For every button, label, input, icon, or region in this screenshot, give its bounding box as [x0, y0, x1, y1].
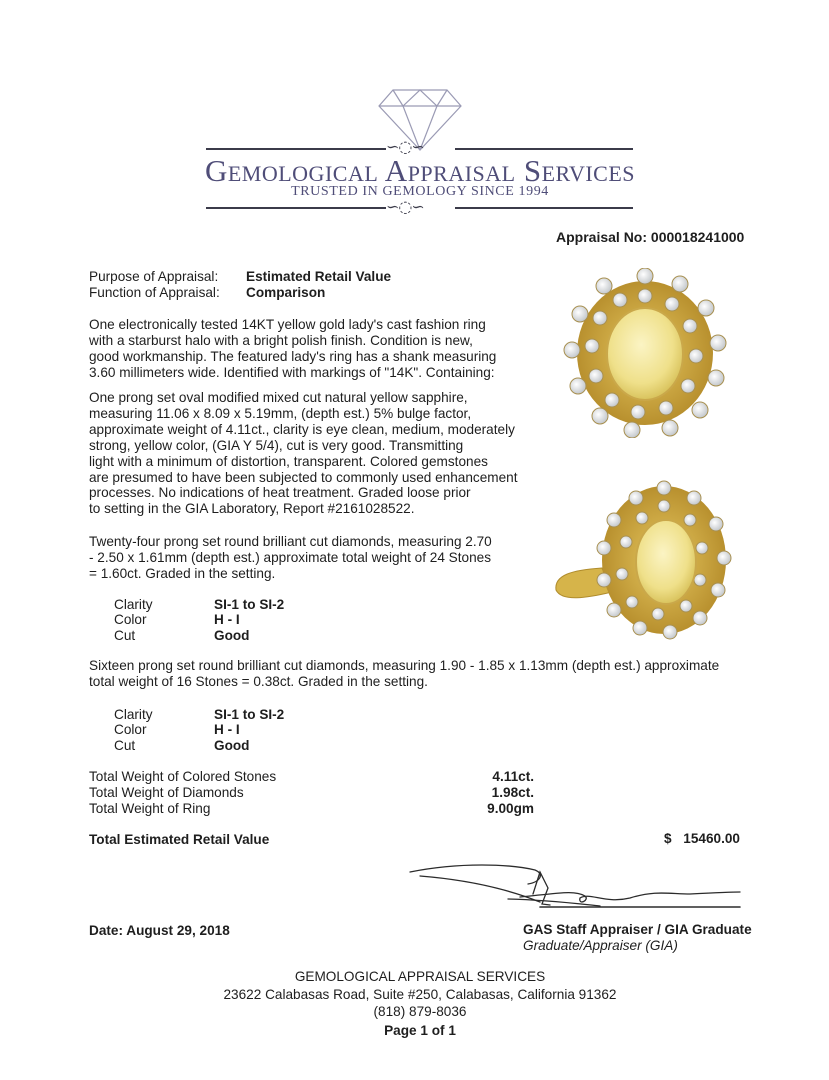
ring-top-view-photo — [560, 268, 730, 438]
footer-phone: (818) 879-8036 — [373, 1004, 467, 1019]
function-label: Function of Appraisal: — [89, 285, 220, 300]
diamonds-16-description: Sixteen prong set round brilliant cut diamonds, measuring 1.90 - 1.85 x 1.13mm (depth est.) approximate total weight of 16 Stones = 0.38ct. Graded in the setting. — [89, 658, 720, 689]
appraisal-number: Appraisal No: 000018241000 — [556, 229, 745, 245]
grade-value: H - I — [214, 722, 240, 737]
ring-description: One electronically tested 14KT yellow gold lady's cast fashion ring with a starburst halo with a bright polish finish. Condition is new, good workmanship. The featured lady's ring has a shank measuring 3.60 millimeters wide. Identified with markings of "14K". Containing: — [89, 317, 497, 380]
grade-label: Clarity — [114, 597, 153, 612]
retail-value-amount: 15460.00 — [683, 831, 740, 846]
appraiser-title: GAS Staff Appraiser / GIA Graduate — [523, 922, 752, 937]
appraiser-signature — [400, 860, 745, 920]
function-value: Comparison — [246, 285, 326, 300]
grade-label: Cut — [114, 738, 136, 753]
grade-label: Clarity — [114, 707, 153, 722]
footer-address: 23622 Calabasas Road, Suite #250, Calabasas, California 91362 — [223, 986, 617, 1002]
retail-value-currency: $ — [664, 831, 672, 846]
header-top-rule-left — [206, 148, 386, 150]
scroll-ornament-icon: ∽◌∽ — [386, 137, 424, 156]
footer-company: GEMOLOGICAL APPRAISAL SERVICES — [294, 969, 546, 984]
grade-value: SI-1 to SI-2 — [214, 597, 285, 612]
appraisal-date: Date: August 29, 2018 — [89, 923, 230, 938]
header-top-rule-right — [455, 148, 633, 150]
grade-label: Cut — [114, 628, 136, 643]
company-name: Gemological Appraisal Services — [204, 153, 636, 188]
grade-value: H - I — [214, 612, 240, 627]
total-label: Total Weight of Diamonds — [89, 785, 244, 800]
grade-value: Good — [214, 738, 250, 753]
company-tagline: TRUSTED IN GEMOLOGY SINCE 1994 — [291, 184, 549, 199]
total-label: Total Weight of Ring — [89, 801, 211, 816]
total-value: 1.98ct. — [491, 785, 534, 800]
footer-page-number: Page 1 of 1 — [384, 1022, 456, 1038]
grade-label: Color — [114, 612, 147, 627]
footer — [200, 968, 640, 1039]
total-value: 9.00gm — [487, 801, 534, 816]
appraiser-subtitle: Graduate/Appraiser (GIA) — [523, 938, 678, 953]
sapphire-description: One prong set oval modified mixed cut natural yellow sapphire, measuring 11.06 x 8.09 x 5.19mm, (depth est.) 5% bulge factor, approximate weight of 4.11ct., clarity is eye clean, medium, moderately strong, yellow color, (GIA Y 5/4), cut is very good. Transmitting light with a minimum of distortion, transparent. Colored gemstones are presumed to have been subjected to commonly used enhancement processes. No indications of heat treatment. Graded loose prior to setting in the GIA Laboratory, Report #2161028522. — [89, 390, 518, 517]
grade-value: SI-1 to SI-2 — [214, 707, 285, 722]
purpose-label: Purpose of Appraisal: — [89, 269, 219, 284]
scroll-ornament-icon: ∽◌∽ — [386, 197, 424, 216]
total-label: Total Weight of Colored Stones — [89, 769, 277, 784]
header-bottom-rule-right — [455, 207, 633, 209]
grade-value: Good — [214, 628, 250, 643]
header-bottom-rule-left — [206, 207, 386, 209]
purpose-value: Estimated Retail Value — [246, 269, 392, 284]
retail-value-label: Total Estimated Retail Value — [89, 832, 270, 847]
diamonds-24-description: Twenty-four prong set round brilliant cut diamonds, measuring 2.70 - 2.50 x 1.61mm (depth est.) approximate total weight of 24 Stones = 1.60ct. Graded in the setting. — [89, 534, 492, 581]
total-value: 4.11ct. — [492, 769, 534, 784]
grade-label: Color — [114, 722, 147, 737]
ring-side-view-photo — [552, 480, 742, 640]
